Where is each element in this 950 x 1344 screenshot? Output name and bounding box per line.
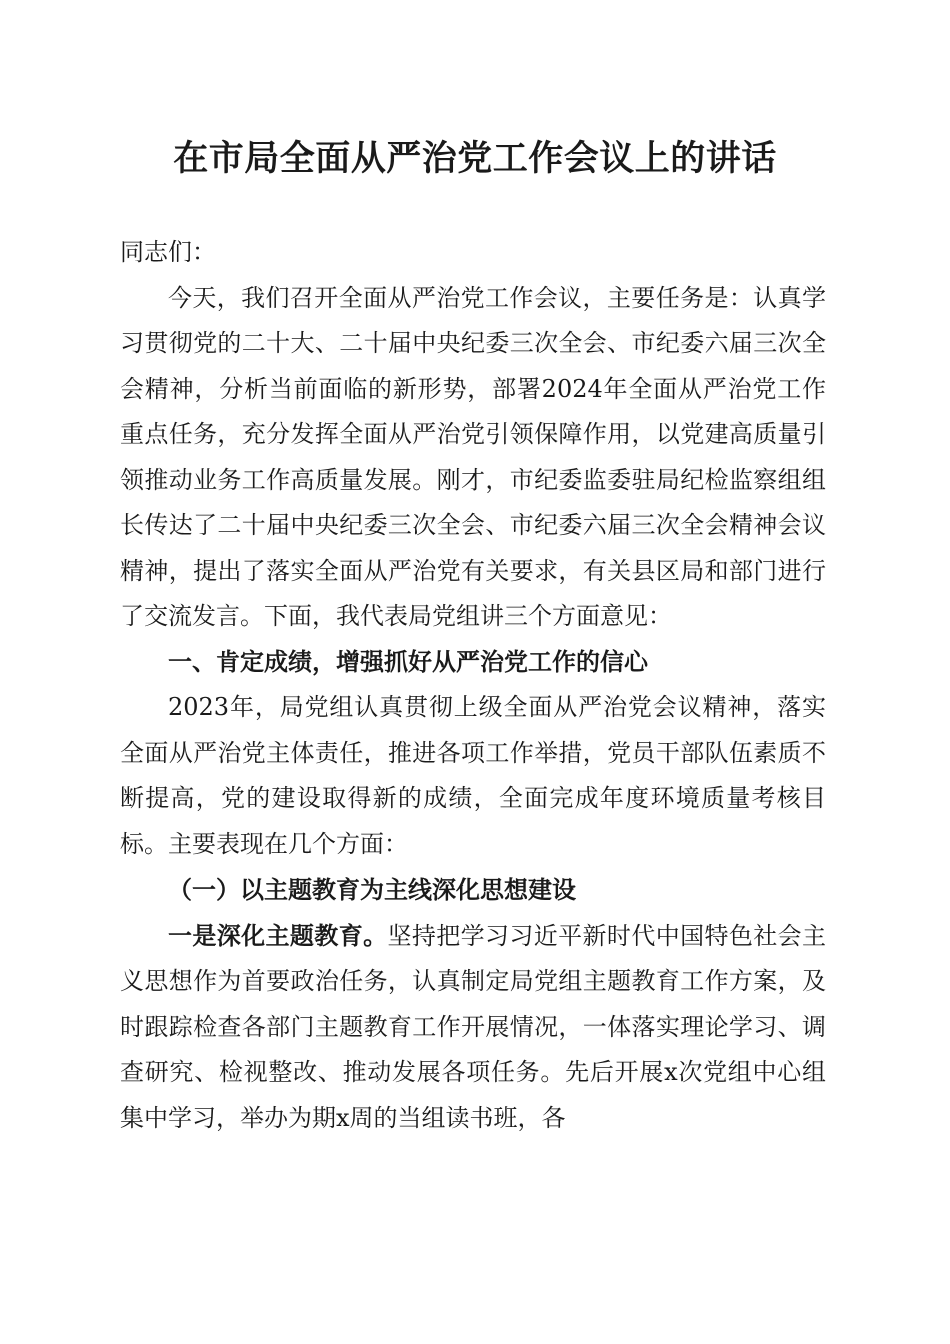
subsection-1-text: 坚持把学习习近平新时代中国特色社会主义思想作为首要政治任务，认真制定局党组主题教育工作方案，及时跟踪检查各部门主题教育工作开展情况，一体落实理论学习、调查研究、检视整改、推动发展各项任务。先后开展x次党组中心组集中学习，举办为期x周的当组读书班，各 [120, 921, 827, 1132]
document-body [120, 230, 826, 1141]
subsection-heading-1: （一）以主题教育为主线深化思想建设 [168, 875, 576, 904]
intro-paragraph: 今天，我们召开全面从严治党工作会议，主要任务是：认真学习贯彻党的二十大、二十届中央纪委三次全会、市纪委六届三次全会精神，分析当前面临的新形势，部署2024年全面从严治党工作重点任务，充分发挥全面从严治党引领保障作用，以党建高质量引领推动业务工作高质量发展。刚才，市纪委监委驻局纪检监察组组长传达了二十届中央纪委三次全会、市纪委六届三次全会精神会议精神，提出了落实全面从严治党有关要求，有关县区局和部门进行了交流发言。下面，我代表局党组讲三个方面意见： [120, 283, 826, 630]
subsection-1-paragraph [120, 913, 826, 1142]
subsection-1-lead: 一是深化主题教育。 [168, 920, 388, 950]
salutation: 同志们： [120, 238, 216, 266]
page-title: 在市局全面从严治党工作会议上的讲话 [173, 138, 777, 179]
section-1-paragraph: 2023年，局党组认真贯彻上级全面从严治党会议精神，落实全面从严治党主体责任，推进各项工作举措，党员干部队伍素质不断提高，党的建设取得新的成绩，全面完成年度环境质量考核目标。主要表现在几个方面： [120, 693, 826, 858]
section-heading-1: 一、肯定成绩，增强抓好从严治党工作的信心 [168, 647, 648, 676]
